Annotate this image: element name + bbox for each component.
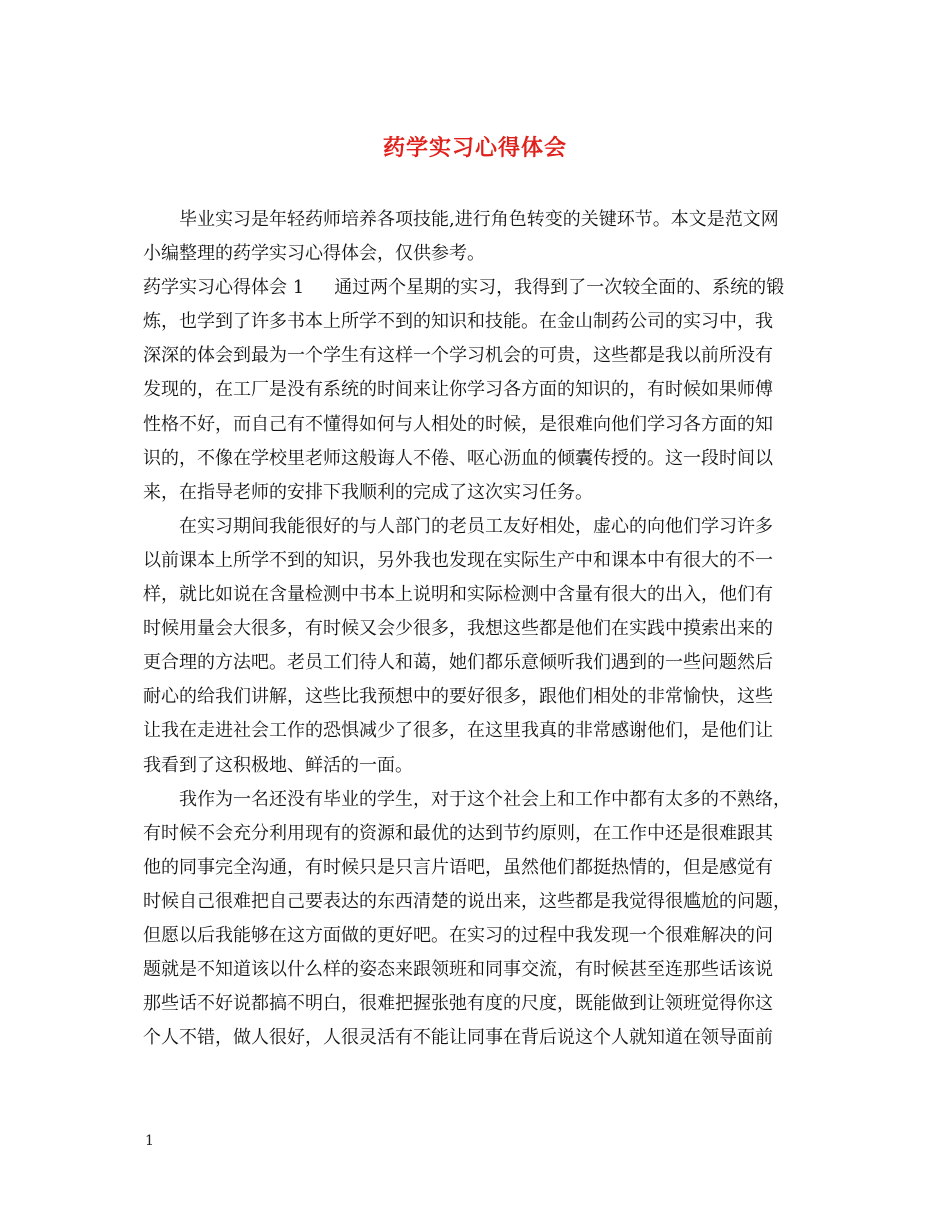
text-line: 样，就比如说在含量检测中书本上说明和实际检测中含量有很大的出入，他们有: [143, 584, 773, 606]
text-line: 耐心的给我们讲解，这些比我预想中的要好很多，跟他们相处的非常愉快，这些: [143, 686, 773, 708]
text-line: 性格不好，而自己有不懂得如何与人相处的时候，是很难向他们学习各方面的知: [143, 413, 773, 435]
text-line: 我作为一名还没有毕业的学生，对于这个社会上和工作中都有太多的不熟络，: [179, 788, 791, 810]
text-line: 但愿以后我能够在这方面做的更好吧。在实习的过程中我发现一个很难解决的问: [143, 924, 773, 946]
text-line: 在实习期间我能很好的与人部门的老员工友好相处，虚心的向他们学习许多: [179, 515, 773, 537]
text-line: 毕业实习是年轻药师培养各项技能,进行角色转变的关键环节。本文是范文网: [179, 209, 779, 230]
section-heading: 药学实习心得体会 1: [143, 277, 305, 299]
text-line: 更合理的方法吧。老员工们待人和蔼，她们都乐意倾听我们遇到的一些问题然后: [143, 652, 773, 674]
text-line: 有时候不会充分利用现有的资源和最优的达到节约原则，在工作中还是很难跟其: [143, 822, 773, 844]
text-line: 我看到了这积极地、鲜活的一面。: [143, 754, 413, 776]
text-line: 识的，不像在学校里老师这般诲人不倦、呕心沥血的倾囊传授的。这一段时间以: [143, 447, 773, 469]
text-line: 来，在指导老师的安排下我顺利的完成了这次实习任务。: [143, 481, 593, 503]
page-number: 1: [145, 1133, 154, 1149]
text-line: 那些话不好说都搞不明白，很难把握张弛有度的尺度，既能做到让领班觉得你这: [143, 993, 773, 1015]
text-line: 炼，也学到了许多书本上所学不到的知识和技能。在金山制药公司的实习中，我: [143, 311, 773, 333]
text-line: 以前课本上所学不到的知识，另外我也发现在实际生产中和课本中有很大的不一: [143, 549, 773, 571]
text-line: 让我在走进社会工作的恐惧减少了很多，在这里我真的非常感谢他们，是他们让: [143, 720, 773, 742]
page-title: 药学实习心得体会: [382, 135, 567, 161]
text-line: 个人不错，做人很好，人很灵活有不能让同事在背后说这个人就知道在领导面前: [143, 1027, 773, 1049]
text-line: 他的同事完全沟通，有时候只是只言片语吧，虽然他们都挺热情的，但是感觉有: [143, 856, 773, 878]
text-line: 通过两个星期的实习，我得到了一次较全面的、系统的锻: [334, 277, 785, 299]
text-line: 发现的，在工厂是没有系统的时间来让你学习各方面的知识的，有时候如果师傅: [143, 379, 773, 401]
text-line: 小编整理的药学实习心得体会，仅供参考。: [143, 243, 485, 265]
text-line-with-heading: [143, 271, 813, 305]
document-body: [143, 203, 813, 1055]
text-line: 时候用量会大很多，有时候又会少很多，我想这些都是他们在实践中摸索出来的: [143, 618, 773, 640]
text-line: 题就是不知道该以什么样的姿态来跟领班和同事交流，有时候甚至连那些话该说: [143, 959, 773, 981]
text-line: 时候自己很难把自己要表达的东西清楚的说出来，这些都是我觉得很尴尬的问题，: [143, 890, 791, 912]
text-line: 深深的体会到最为一个学生有这样一个学习机会的可贵，这些都是我以前所没有: [143, 345, 773, 367]
